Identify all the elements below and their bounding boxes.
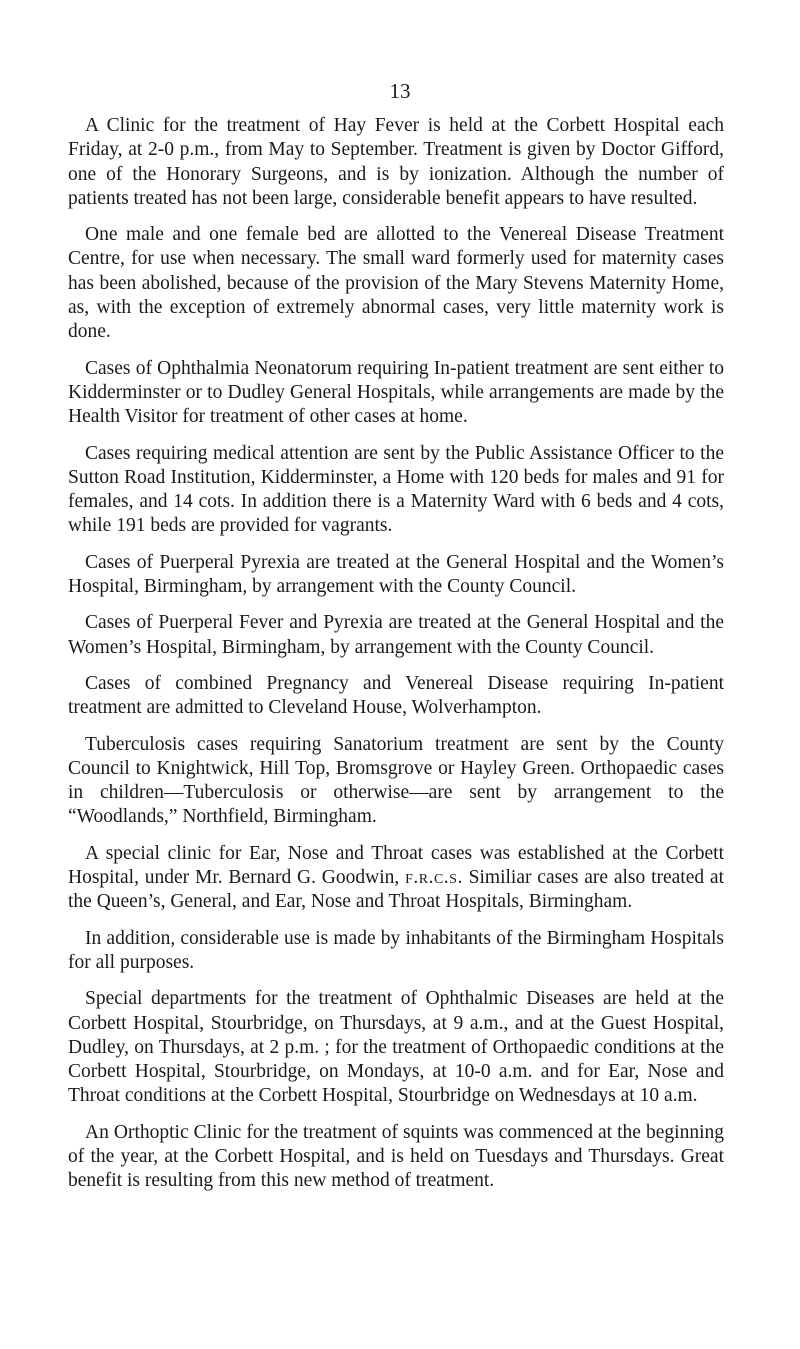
paragraph-pregnancy-venereal: Cases of combined Pregnancy and Venereal Disease requiring In-patient treatment are admitted to Cleveland House, Wolverhampton. xyxy=(68,672,724,719)
paragraph-hay-fever-clinic: A Clinic for the treatment of Hay Fever is held at the Corbett Hospital each Friday, at 2-0 p.m., from May to September. Treatment is given by Doctor Gifford, one of the Honorary Surgeons, and is by ionization. Although the number of patients treated has not been large, considerable benefit appears to have resulted. xyxy=(68,115,724,209)
paragraph-tuberculosis: Tuberculosis cases requiring Sanatorium treatment are sent by the County Council to Knightwick, Hill Top, Bromsgrove or Hayley Green. Orthopaedic cases in children—Tuberculosis or otherwise—are sent by arrangement to the “Woodlands,” Northfield, Birmingham. xyxy=(68,733,724,828)
paragraph-puerperal-fever: Cases of Puerperal Fever and Pyrexia are treated at the General Hospital and the Women’s Hospital, Birmingham, by arrangement with the County Council. xyxy=(68,612,724,658)
paragraph-special-departments: Special departments for the treatment of Ophthalmic Diseases are held at the Corbett Hospital, Stourbridge, on Thursdays, at 9 a.m., and at the Guest Hospital, Dudley, on Thursdays, at 2 p.m. ; for the treatment of Orthopaedic conditions at the Corbett Hospital, Stourbridge, on Mondays, at 10-0 a.m. and for Ear, Nose and Throat conditions at the Corbett Hospital, Stourbridge on Wednesdays at 10 a.m. xyxy=(68,988,724,1107)
qualification-frcs: f.r.c.s. xyxy=(405,867,463,889)
paragraph-ophthalmia-neonatorum: Cases of Ophthalmia Neonatorum requiring In-patient treatment are sent either to Kidderminster or to Dudley General Hospitals, while arrangements are made by the Health Visitor for treatment of other cases at home. xyxy=(68,357,724,428)
paragraph-orthoptic-clinic: An Orthoptic Clinic for the treatment of squints was commenced at the beginning of the year, at the Corbett Hospital, and is held on Tuesdays and Thursdays. Great benefit is resulting from this new method of treatment. xyxy=(68,1121,724,1192)
paragraph-public-assistance: Cases requiring medical attention are sent by the Public Assistance Officer to the Sutton Road Institution, Kidderminster, a Home with 120 beds for males and 91 for females, and 14 cots. In addition there is a Maternity Ward with 6 beds and 4 cots, while 191 beds are provided for vagrants. xyxy=(68,442,724,537)
document-body xyxy=(68,114,724,1206)
paragraph-venereal-disease-beds: One male and one female bed are allotted to the Venereal Disease Treatment Centre, for use when necessary. The small ward formerly used for maternity cases has been abolished, because of the provision of the Mary Stevens Maternity Home, as, with the exception of extremely abnormal cases, very little maternity work is done. xyxy=(68,224,724,343)
paragraph-puerperal-pyrexia: Cases of Puerperal Pyrexia are treated at the General Hospital and the Women’s Hospital, Birmingham, by arrangement with the County Council. xyxy=(68,551,724,598)
paragraph-ent-clinic: A special clinic for Ear, Nose and Throat cases was established at the Corbett Hospital, under Mr. Bernard G. Goodwin, f.r.c.s. Similiar cases are also treated at the Queen’s, General, and Ear, Nose and Throat Hospitals, Birmingham. xyxy=(68,842,725,913)
paragraph-birmingham-hospitals: In addition, considerable use is made by inhabitants of the Birmingham Hospitals for all purposes. xyxy=(68,927,724,973)
page-number: 13 xyxy=(389,79,411,103)
